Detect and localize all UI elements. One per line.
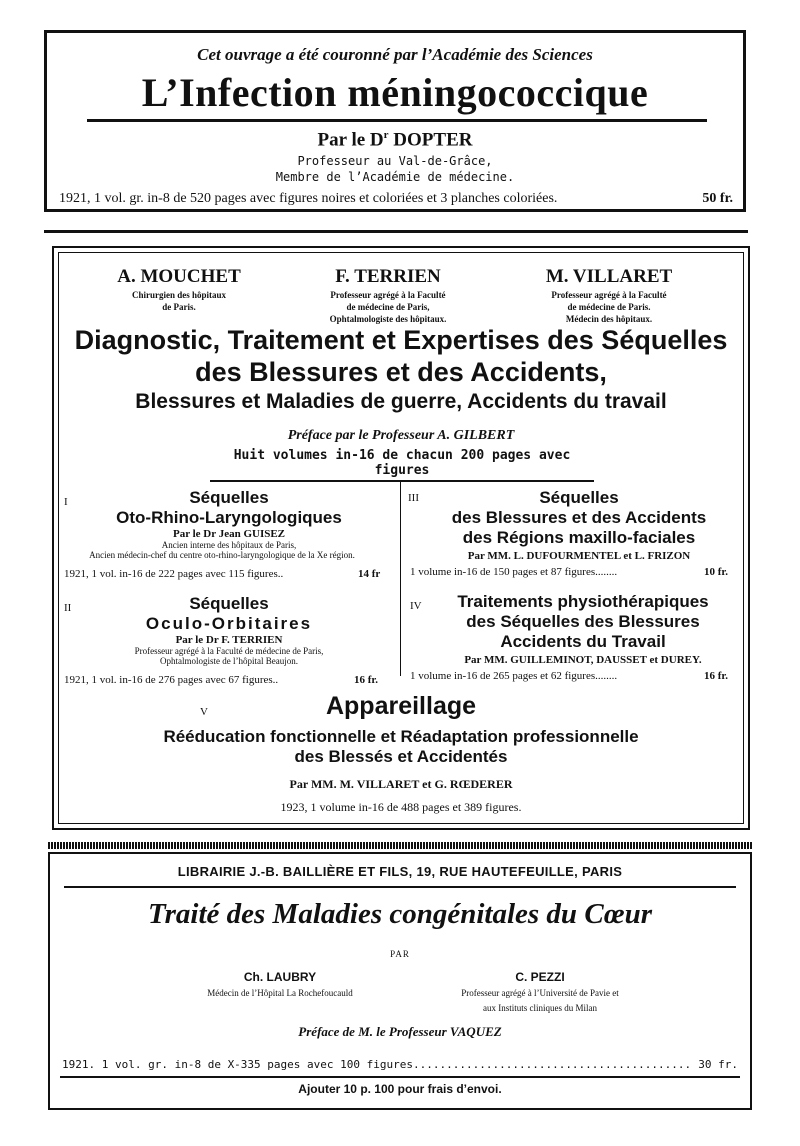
section-subtitle: des Blessés et Accidentés [294,747,508,766]
section-author: Par le Dr Jean GUISEZ [172,528,286,540]
section-title: Oculo-Orbitaires [145,614,313,633]
advert-box-infection [44,30,746,212]
section-physio [418,592,748,666]
section-number: II [64,602,72,614]
section-price: 14 fr [358,568,381,580]
author-block-terrien [300,266,476,324]
author-name: DOPTER [393,129,473,151]
section-author: Par MM. L. DUFOURMENTEL et L. FRIZON [467,550,691,562]
series-title-line-1: Diagnostic, Traitement et Expertises des Séquelles [74,325,728,355]
advert-box-sequelles [52,246,750,830]
author-block-laubry [160,970,400,999]
author-role: de médecine de Paris, [346,302,430,312]
section-title: Accidents du Travail [500,632,666,651]
section-note: Ancien médecin-chef du centre oto-rhino-laryngologique de la Xe région. [89,550,355,560]
section-note: Professeur agrégé à la Faculté de médecine de Paris, [134,646,324,656]
preface-line: Préface par le Professeur A. GILBERT [287,428,515,443]
author-name: C. PEZZI [515,970,565,984]
section-price: 10 fr. [704,566,729,578]
author-role: Médecin des hôpitaux. [565,314,653,324]
section-details: 1 volume in-16 de 265 pages et 62 figures........ [410,670,618,682]
price: 30 fr. [694,1058,738,1071]
author-role: de Paris. [162,302,196,312]
section-price: 16 fr. [704,670,729,682]
section-subtitle: Rééducation fonctionnelle et Réadaptation professionnelle [163,727,639,746]
section-details: 1 volume in-16 de 150 pages et 87 figures........ [410,566,618,578]
section-title: Traitements physiothérapiques [457,592,709,611]
section-title: Séquelles [189,594,269,613]
section-number: IV [410,600,422,612]
price: 50 fr. [702,191,733,206]
section-price: 16 fr. [354,674,379,686]
publisher-rule [64,886,736,888]
author-name: F. TERRIEN [335,266,441,287]
author-title-1: Professeur au Val-de-Grâce, [297,154,493,168]
author-sup: r [383,129,389,141]
author-name: A. MOUCHET [117,266,241,287]
section-number: V [200,706,208,718]
author-role: aux Instituts cliniques du Milan [483,1003,597,1013]
author-role: Médecin de l’Hôpital La Rochefoucauld [207,988,353,998]
bottom-rule [60,1076,740,1078]
title-rule [87,119,707,122]
section-note: Ancien interne des hôpitaux de Paris, [161,540,297,550]
publication-details: 1921, 1 vol. gr. in-8 de 520 pages avec figures noires et coloriées et 3 planches coloriées. [59,191,558,206]
author-prefix: Par le D [317,129,384,151]
section-number: III [408,492,419,504]
section-details: 1921, 1 vol. in-16 de 222 pages avec 115 figures.. [64,568,284,580]
section-number: I [64,496,68,508]
section-title: Séquelles [189,488,269,507]
author-role: Professeur agrégé à la Faculté [551,290,667,300]
author-block-pezzi [430,970,650,1014]
section-oculo [74,594,384,666]
section-title: des Séquelles des Blessures [466,612,700,631]
series-title-line-2: des Blessures et des Accidents, [195,357,607,387]
section-details: 1923, 1 volume in-16 de 488 pages et 389 figures. [280,800,522,814]
author-title-2: Membre de l’Académie de médecine. [275,170,515,184]
section-note: Ophtalmologiste de l’hôpital Beaujon. [160,656,298,666]
section-title: Appareillage [325,692,477,720]
section-author: Par MM. M. VILLARET et G. RŒDERER [289,777,513,791]
by-label: PAR [390,949,410,959]
separator-hatched [48,842,752,849]
section-title: Séquelles [539,488,619,507]
book-title: Traité des Maladies congénitales du Cœur [147,898,653,930]
advert-box-coeur [48,852,752,1110]
author-role: Professeur agrégé à l’Université de Pavie et [461,988,619,998]
section-title: Oto-Rhino-Laryngologiques [116,508,342,527]
section-oto-rhino [74,488,384,560]
book-author [47,129,743,151]
book-title: L’Infection méningococcique [141,70,649,115]
author-role: Ophtalmologiste des hôpitaux. [329,314,447,324]
section-appareillage [54,692,748,815]
author-role: Chirurgien des hôpitaux [131,290,227,300]
author-name: M. VILLARET [545,266,673,287]
author-role: Professeur agrégé à la Faculté [330,290,446,300]
volumes-line: Huit volumes in-16 de chacun 200 pages avec figures [210,448,594,482]
section-title: des Blessures et des Accidents [451,508,707,527]
section-author: Par le Dr F. TERRIEN [175,634,283,646]
author-role: de médecine de Paris. [567,302,651,312]
section-maxillo [414,488,744,562]
shipping-note: Ajouter 10 p. 100 pour frais d’envoi. [298,1082,502,1096]
author-block-villaret [534,266,684,324]
award-line: Cet ouvrage a été couronné par l’Académie des Sciences [197,45,593,64]
separator-rule [44,230,748,233]
series-subtitle: Blessures et Maladies de guerre, Accidents du travail [135,390,667,413]
column-divider [400,480,401,676]
author-block-mouchet [114,266,244,312]
section-title: des Régions maxillo-faciales [462,528,696,547]
publication-details: 1921. 1 vol. gr. in-8 de X-335 pages avec 100 figures.......................................... [62,1058,692,1071]
publisher-line: LIBRAIRIE J.-B. BAILLIÈRE ET FILS, 19, RUE HAUTEFEUILLE, PARIS [177,864,623,879]
section-details: 1921, 1 vol. in-16 de 276 pages avec 67 figures.. [64,674,279,686]
author-name: Ch. LAUBRY [243,970,317,984]
section-author: Par MM. GUILLEMINOT, DAUSSET et DUREY. [464,654,702,666]
preface-line: Préface de M. le Professeur VAQUEZ [298,1024,502,1039]
